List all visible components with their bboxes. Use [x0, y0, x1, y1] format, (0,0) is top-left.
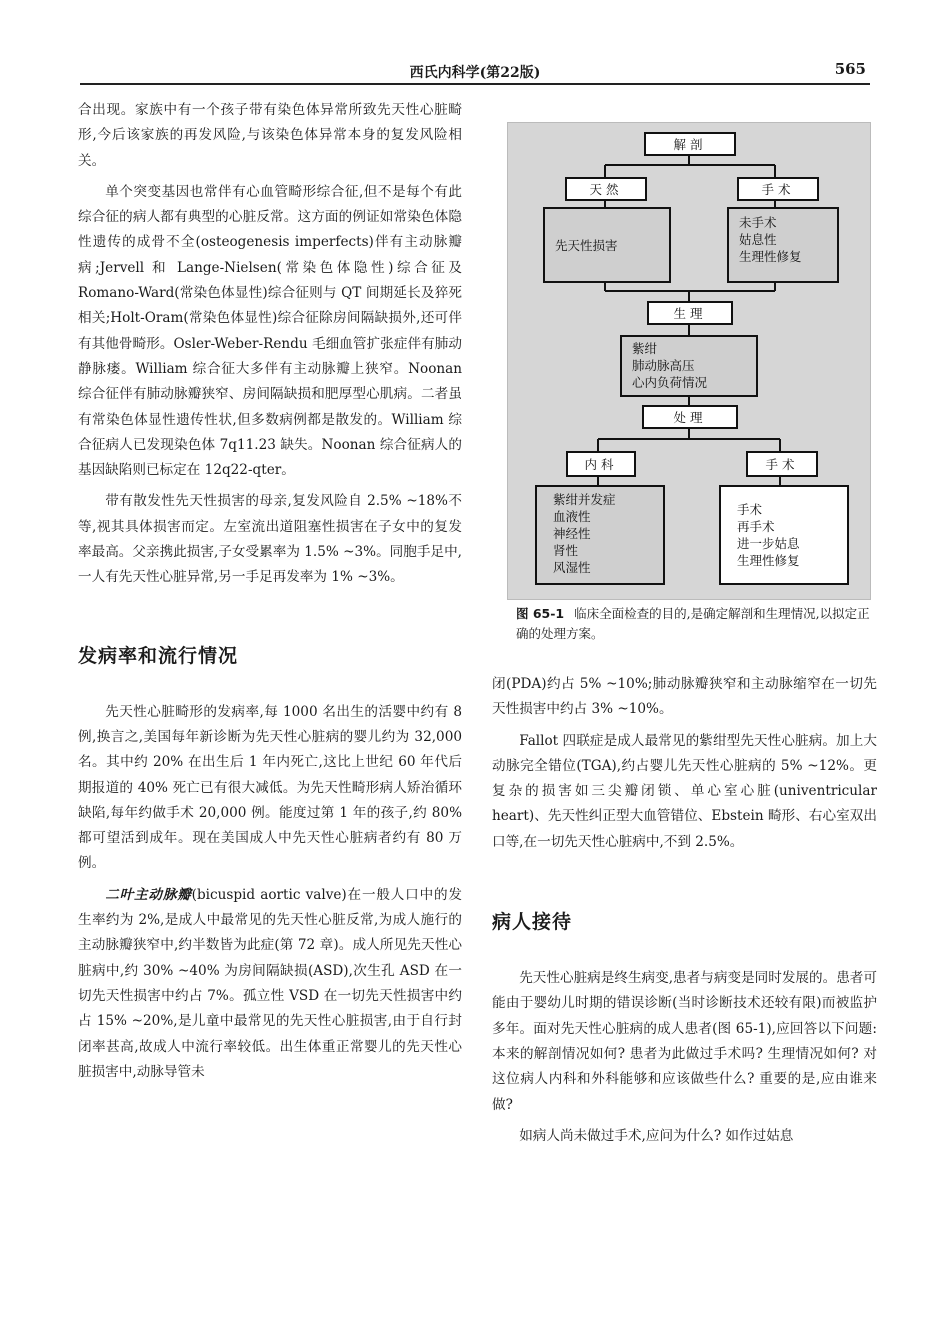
- surgery-item: 生理性修复: [737, 553, 800, 568]
- figure-65-1-flowchart: [507, 122, 871, 600]
- box-management: [642, 405, 738, 429]
- surgical-item: 生理性修复: [739, 249, 802, 264]
- paragraph-reception: 先天性心脏病是终生病变,患者与病变是同时发展的。患者可能由于婴幼儿时期的错误诊断(当时诊断技术还较有限)而被监护多年。面对先天性心脏病的成人患者(图 65-1),应回答以下问题:本来的解剖情况如何? 患者为此做过手术吗? 生理情况如何? 对这位病人内科和外科能够和应该做些什么? 重要的是,应由谁来做?: [492, 970, 877, 1113]
- box-surgery: [746, 451, 818, 477]
- label-surgery: 手术: [765, 456, 799, 472]
- medical-item: 风湿性: [553, 560, 591, 575]
- section-heading-reception: 病人接待: [492, 911, 573, 934]
- paragraph-bicuspid: [78, 883, 462, 1085]
- box-anatomy: [644, 132, 736, 156]
- paragraph-incidence: 先天性心脏畸形的发病率,每 1000 名出生的活婴中约有 8 例,换言之,美国每年新诊断为先天性心脏病的婴儿约为 32,000 名。其中约 20% 在出生后 1 年内死亡,这比上世纪 60 年代后期报道的 40% 死亡已有很大减低。为先天性畸形病人矫治循环缺陷,每年约做手术 20,000 例。能度过第 1 年的孩子,约 80% 都可望活到成年。现在美国成人中先天性心脏病者约有 80 万例。: [78, 703, 462, 872]
- surgical-item: 未手术: [739, 215, 777, 230]
- box-medical-detail: [535, 485, 665, 585]
- caption-label: 图 65-1: [516, 606, 565, 621]
- box-surgery-detail: [719, 485, 849, 585]
- paragraph-pda: 闭(PDA)约占 5% ~10%;肺动脉瓣狭窄和主动脉缩窄在一切先天性损害中约占 3% ~10%。: [492, 676, 877, 718]
- surgery-item: 再手术: [737, 519, 775, 534]
- header-rule: [80, 83, 870, 85]
- physiology-item: 紫绀: [632, 341, 658, 356]
- surgical-item: 姑息性: [739, 232, 777, 247]
- medical-item: 血液性: [553, 509, 591, 524]
- label-surgical: 手术: [761, 181, 795, 197]
- paragraph-family-risk: 合出现。家族中有一个孩子带有染色体异常所致先天性心脏畸形,今后该家族的再发风险,与该染色体异常本身的复发风险相关。: [78, 102, 462, 169]
- natural-detail-list: [545, 231, 628, 260]
- label-anatomy: 解剖: [673, 136, 707, 152]
- box-physiology-detail: [620, 335, 758, 397]
- label-management: 处理: [673, 409, 707, 425]
- physiology-item: 心内负荷情况: [632, 375, 708, 390]
- caption-text: 临床全面检查的目的,是确定解剖和生理情况,以拟定正确的处理方案。: [516, 606, 870, 641]
- medical-item: 紫绀并发症: [553, 492, 616, 507]
- label-physiology: 生理: [673, 305, 707, 321]
- term-bicuspid-aortic-valve: 二叶主动脉瓣: [105, 886, 192, 903]
- surgery-detail-list: [721, 497, 816, 573]
- box-medical: [566, 451, 636, 477]
- natural-item: 先天性损害: [555, 237, 618, 253]
- surgery-item: 进一步姑息: [737, 536, 800, 551]
- page-header: [80, 58, 870, 82]
- label-medical: 内科: [584, 456, 618, 472]
- left-column: [78, 98, 462, 1085]
- medical-detail-list: [537, 487, 663, 580]
- physiology-detail-list: [622, 337, 756, 394]
- figure-caption: [516, 604, 872, 644]
- page-number: 565: [834, 60, 866, 78]
- box-natural-detail: [543, 207, 671, 283]
- box-natural: [565, 177, 647, 201]
- paragraph-bicuspid-text: (bicuspid aortic valve)在一般人口中的发生率约为 2%,是成人中最常见的先天性心脏反常,为成人施行的主动脉瓣狭窄中,约半数皆为此症(第 72 章)。成人所见先天性心脏病中,约 30% ~40% 为房间隔缺损(ASD),次生孔 ASD 在一切先天性损害中约占 7%。孤立性 VSD 在一切先天性损害中约占 15% ~20%,是儿童中最常见的先天性心脏损害,由于自行封闭率甚高,故成人中流行率较低。出生体重正常婴儿的先天性心脏损害中,动脉导管未: [78, 886, 462, 1080]
- paragraph-fallot: Fallot 四联症是成人最常见的紫绀型先天性心脏病。加上大动脉完全错位(TGA),约占婴儿先天性心脏病的 5% ~12%。更复杂的损害如三尖瓣闭锁、单心室心脏(univentricular heart)、先天性纠正型大血管错位、Ebstein 畸形、右心室双出口等,在一切先天性心脏病中,不到 2.5%。: [492, 732, 877, 850]
- box-surgical-detail: [727, 207, 839, 283]
- medical-item: 神经性: [553, 526, 591, 541]
- paragraph-sporadic: 带有散发性先天性损害的母亲,复发风险自 2.5% ~18%不等,视其具体损害而定。左室流出道阻塞性损害在子女中的复发率最高。父亲携此损害,子女受累率为 1.5% ~3%。同胞手足中,一人有先天性心脏异常,另一手足再发率为 1% ~3%。: [78, 493, 462, 586]
- running-title: 西氏内科学(第22版): [409, 65, 541, 81]
- box-physiology: [647, 301, 733, 325]
- paragraph-unoperated: 如病人尚未做过手术,应问为什么? 如作过姑息: [519, 1127, 794, 1144]
- box-surgical: [737, 177, 819, 201]
- section-heading-incidence: 发病率和流行情况: [78, 644, 239, 667]
- physiology-item: 肺动脉高压: [632, 358, 695, 373]
- surgery-item: 手术: [737, 502, 763, 517]
- label-natural: 天然: [589, 181, 623, 197]
- paragraph-single-gene: 单个突变基因也常伴有心血管畸形综合征,但不是每个有此综合征的病人都有典型的心脏反常。这方面的例证如常染色体隐性遗传的成骨不全(osteogenesis imperfects)伴有主动脉瓣病;Jervell 和 Lange-Nielsen(常染色体隐性)综合征及 Romano-Ward(常染色体显性)综合征则与 QT 间期延长及猝死相关;Holt-Oram(常染色体显性)综合征除房间隔缺损外,还可伴有其他骨畸形。Osler-Weber-Rendu 毛细血管扩张症伴有肺动静脉瘘。William 综合征大多伴有主动脉瓣上狭窄。Noonan 综合征伴有肺动脉瓣狭窄、房间隔缺损和肥厚型心肌病。二者虽有常染色体显性遗传性状,但多数病例都是散发的。William 综合征病人已发现染色体 7q11.23 缺失。Noonan 综合征病人的基因缺陷则已标定在 12q22-qter。: [78, 183, 462, 479]
- medical-item: 肾性: [553, 543, 579, 558]
- surgical-detail-list: [729, 209, 837, 270]
- right-column: [492, 672, 877, 1149]
